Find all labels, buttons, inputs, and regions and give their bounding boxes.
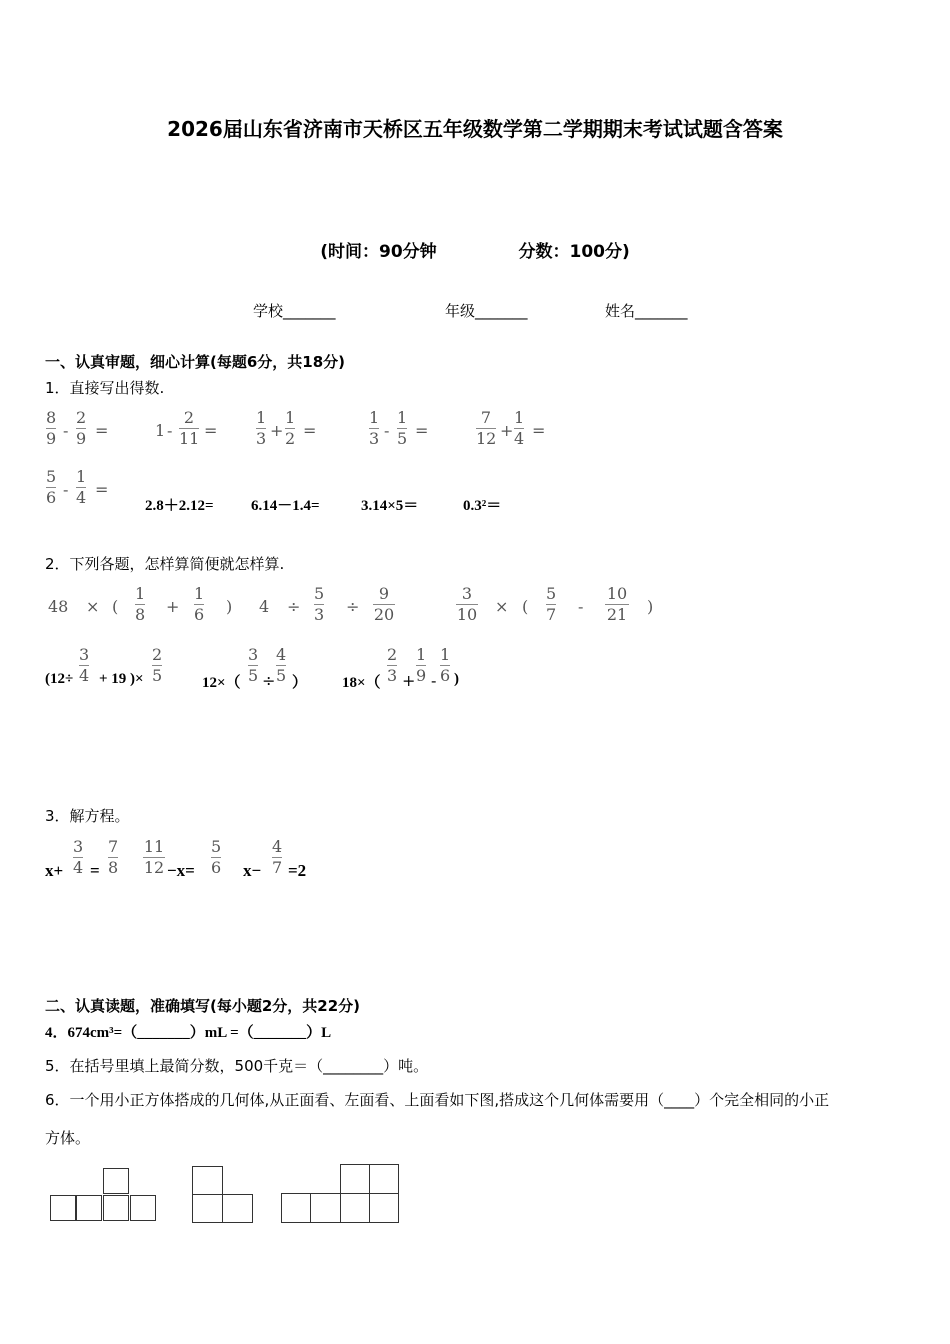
operator: -: [63, 421, 69, 440]
operator: +: [402, 671, 416, 690]
fraction: 5 3: [314, 584, 325, 624]
expression-mid: + 19 )×: [99, 671, 144, 687]
paren: ): [647, 597, 654, 616]
question-1: 1．直接写出得数.: [45, 379, 165, 397]
decimal-problem: 0.3²＝: [463, 498, 502, 514]
question-4: 4．674cm³=（_______）mL =（_______）L: [45, 1025, 332, 1041]
operator: -: [384, 421, 390, 440]
operator: ×: [86, 597, 100, 616]
fraction: 11 12: [143, 837, 165, 877]
equation-mid: =: [90, 861, 100, 880]
fraction: 2 11: [179, 408, 200, 448]
name-field[interactable]: 姓名_______: [605, 302, 688, 320]
fraction: 9 20: [373, 584, 395, 624]
question-5: 5．在括号里填上最简分数，500千克＝（________）吨。: [45, 1057, 429, 1075]
fraction: 5 6: [46, 467, 57, 507]
equation-tail: =2: [288, 861, 307, 880]
question-2: 2．下列各题，怎样算简便就怎样算.: [45, 555, 285, 573]
fraction: 2 9: [76, 408, 87, 448]
cube-cell: [103, 1195, 129, 1221]
question-3: 3．解方程。: [45, 807, 130, 825]
operator: ÷: [346, 597, 360, 616]
exam-info: [0, 237, 950, 262]
front-view-figure: [50, 1168, 158, 1224]
operator: +: [166, 597, 180, 616]
cube-cell: [50, 1195, 76, 1221]
operator: -: [63, 480, 69, 499]
number: 48: [48, 597, 69, 616]
number: 4: [259, 597, 270, 616]
fraction: 5 7: [546, 584, 557, 624]
equation-mid: −x=: [167, 861, 195, 880]
expression-lead: 18×（: [342, 675, 381, 691]
fraction: 1 3: [369, 408, 380, 448]
fraction: 3 10: [456, 584, 478, 624]
equation-lead: x−: [243, 861, 262, 880]
grade-field[interactable]: 年级_______: [445, 302, 528, 320]
expression-lead: 12×（: [202, 675, 241, 691]
operator: ×: [495, 597, 509, 616]
expression-tail: ): [454, 671, 459, 687]
equals: =: [532, 421, 546, 440]
equals: =: [95, 421, 109, 440]
fraction: 5 6: [211, 837, 222, 877]
fraction: 3 5: [248, 645, 259, 685]
decimal-problem: 3.14×5＝: [361, 498, 419, 514]
whole-number: 1: [155, 421, 166, 440]
cube-cell: [369, 1164, 399, 1194]
equals: =: [95, 480, 109, 499]
operator: -: [167, 421, 173, 440]
operator: ÷: [287, 597, 301, 616]
operator: ÷: [262, 671, 276, 690]
expression-tail: ）: [292, 675, 308, 691]
equals: =: [303, 421, 317, 440]
operator: +: [270, 421, 284, 440]
cube-cell: [222, 1194, 253, 1223]
fraction: 3 4: [79, 645, 90, 685]
section2-heading: 二、认真读题，准确填写(每小题2分，共22分): [45, 997, 361, 1015]
fraction: 2 3: [387, 645, 398, 685]
school-field[interactable]: 学校_______: [253, 302, 336, 320]
fraction: 1 4: [76, 467, 87, 507]
question-6: 6．一个用小正方体搭成的几何体,从正面看、左面看、上面看如下图,搭成这个几何体需要用（____）个完全相同的小正: [45, 1091, 830, 1109]
fraction: 3 4: [73, 837, 84, 877]
decimal-problem: 6.14－1.4=: [251, 498, 320, 514]
fraction: 10 21: [606, 584, 628, 624]
operator: -: [431, 671, 437, 690]
cube-cell: [340, 1164, 370, 1194]
decimal-problem: 2.8＋2.12=: [145, 498, 214, 514]
equation-lead: x+: [45, 861, 64, 880]
fraction: 1 5: [397, 408, 408, 448]
operator: +: [500, 421, 514, 440]
fraction: 1 4: [514, 408, 525, 448]
paren: (: [522, 597, 529, 616]
fraction: 1 8: [135, 584, 146, 624]
fraction: 1 2: [285, 408, 296, 448]
section1-heading: 一、认真审题，细心计算(每题6分，共18分): [45, 353, 346, 371]
cube-cell: [192, 1166, 223, 1195]
operator: -: [578, 597, 584, 616]
expression-lead: (12÷: [45, 671, 74, 687]
fraction: 1 9: [416, 645, 427, 685]
fraction: 8 9: [46, 408, 57, 448]
cube-cell: [310, 1193, 341, 1223]
fraction: 1 6: [440, 645, 451, 685]
cube-cell: [369, 1193, 399, 1223]
question-6-cont: 方体。: [45, 1129, 91, 1147]
equals: =: [415, 421, 429, 440]
fraction: 7 8: [108, 837, 119, 877]
left-view-figure: [192, 1166, 256, 1224]
fraction: 1 3: [256, 408, 267, 448]
cube-cell: [76, 1195, 102, 1221]
paren: ): [226, 597, 233, 616]
fraction: 2 5: [152, 645, 163, 685]
cube-cell: [340, 1193, 370, 1223]
page-title: 2026届山东省济南市天桥区五年级数学第二学期期末考试试题含答案: [167, 117, 783, 141]
fraction: 4 5: [276, 645, 287, 685]
paren: (: [112, 597, 119, 616]
top-view-figure: [281, 1164, 401, 1224]
cube-cell: [103, 1168, 129, 1194]
cube-cell: [281, 1193, 311, 1223]
fraction: 1 6: [194, 584, 205, 624]
exam-score: 分数：100分): [518, 242, 630, 262]
fraction: 4 7: [272, 837, 283, 877]
equals: =: [204, 421, 218, 440]
cube-cell: [192, 1194, 223, 1223]
fraction: 7 12: [476, 408, 497, 448]
cube-cell: [130, 1195, 156, 1221]
exam-time: (时间：90分钟: [320, 242, 437, 262]
